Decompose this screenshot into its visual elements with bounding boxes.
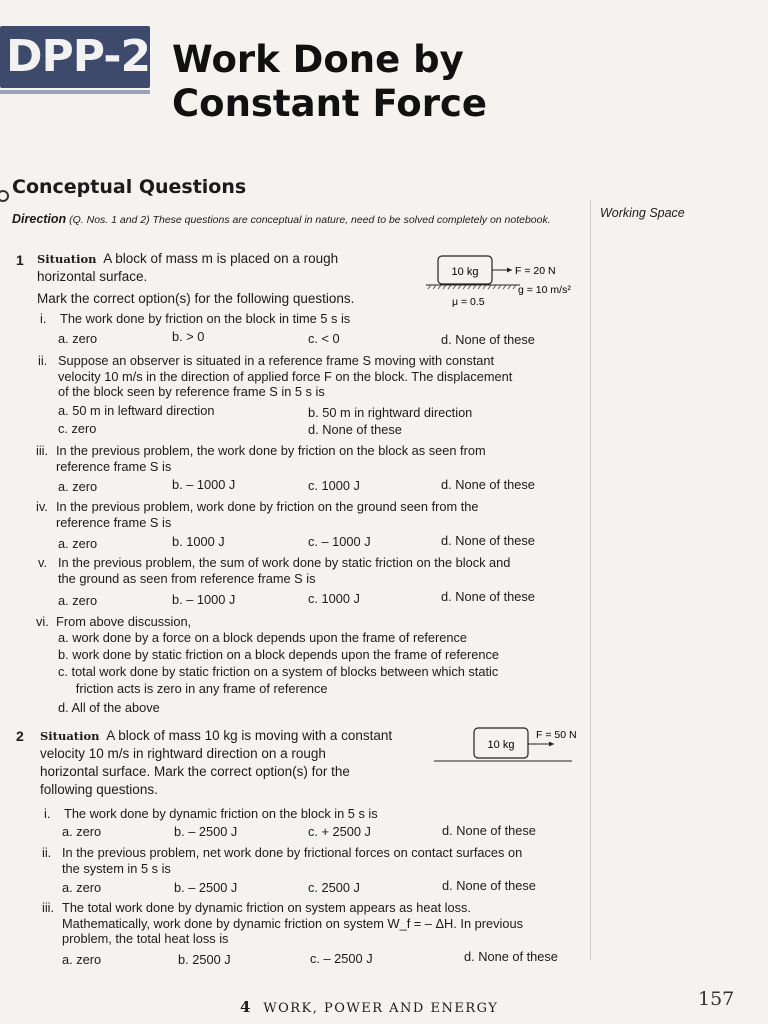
section-bullet-icon [0, 190, 9, 202]
q1-sub-ii-line-1: Suppose an observer is situated in a reference frame S moving with constant [58, 353, 495, 368]
q1-iii-option-d: d. None of these [441, 477, 535, 492]
q1-sub-iv-line-2: reference frame S is [56, 514, 172, 530]
question-2-line-4: following questions. [40, 782, 158, 797]
direction-note [12, 212, 582, 227]
q2-iii-option-c: c. – 2500 J [310, 951, 373, 966]
figure-1-hatching [428, 285, 516, 289]
q1-iv-option-b: b. 1000 J [172, 534, 225, 549]
q1-sub-iv-line-1: In the previous problem, work done by friction on the ground seen from the [56, 499, 479, 514]
q1-i-option-b: b. > 0 [172, 329, 205, 344]
figure-1-arrowhead-icon [507, 268, 512, 273]
q1-iii-option-a: a. zero [58, 479, 98, 494]
question-2-figure [430, 724, 590, 768]
q2-sub-i-text: The work done by dynamic friction on the block in 5 s is [64, 806, 378, 821]
q1-sub-ii-line-3: of the block seen by reference frame S in 5 s is [58, 384, 325, 399]
q2-iii-option-b: b. 2500 J [178, 952, 231, 967]
figure-1-mu-label: μ = 0.5 [452, 296, 485, 308]
q2-sub-ii-line-1: In the previous problem, net work done by frictional forces on contact surfaces on [62, 845, 523, 860]
q1-ii-option-c: c. zero [58, 421, 97, 436]
q1-sub-vi [36, 614, 191, 630]
q1-i-option-a: a. zero [58, 331, 98, 346]
q1-ii-option-d: d. None of these [308, 422, 402, 437]
q2-sub-ii [42, 845, 522, 876]
q1-vi-option-a: a. work done by a force on a block depends upon the frame of reference [58, 630, 468, 645]
question-1-figure [420, 252, 590, 312]
q1-v-option-c: c. 1000 J [308, 591, 360, 606]
dpp-badge [0, 26, 150, 88]
page-title-line-2: Constant Force [172, 82, 487, 125]
question-2-number: 2 [16, 728, 24, 744]
page-title-line-1: Work Done by [172, 38, 464, 81]
q1-vi-option-d: d. All of the above [58, 700, 160, 715]
section-heading: Conceptual Questions [12, 176, 247, 198]
q1-vi-option-c-continued: friction acts is zero in any frame of reference [58, 681, 328, 696]
q1-vi-option-c: c. total work done by static friction on a system of blocks between which static [58, 664, 499, 679]
q2-ii-option-a: a. zero [62, 880, 102, 895]
q1-iii-option-b: b. – 1000 J [172, 477, 236, 492]
q2-sub-iii-numeral: iii. [42, 900, 55, 915]
figure-1-g-label: g = 10 m/s² [518, 284, 571, 296]
q1-sub-iii-numeral: iii. [36, 443, 49, 458]
q1-iv-option-a: a. zero [58, 536, 98, 551]
direction-label: Direction [12, 212, 67, 226]
question-2-line-2: velocity 10 m/s in rightward direction on a rough [40, 746, 326, 761]
dpp-badge-label: DPP-2 [6, 31, 151, 82]
q1-sub-i-text: The work done by friction on the block in time 5 s is [60, 311, 351, 326]
q2-sub-iii-line-1: The total work done by dynamic friction on system appears as heat loss. [62, 900, 471, 915]
question-2-line-3: horizontal surface. Mark the correct option(s) for the [40, 764, 350, 779]
question-1-line-2: horizontal surface. [37, 269, 148, 284]
question-1-line-1: A block of mass m is placed on a rough [103, 251, 339, 266]
q1-sub-ii-numeral: ii. [38, 353, 48, 368]
question-2-situation-label: Situation [40, 729, 100, 743]
q1-v-option-b: b. – 1000 J [172, 592, 236, 607]
question-1-line-3: Mark the correct option(s) for the following questions. [37, 291, 355, 306]
chapter-footer [240, 998, 498, 1016]
q2-sub-iii [42, 900, 523, 947]
direction-text: (Q. Nos. 1 and 2) These questions are conceptual in nature, need to be solved completely on notebook. [69, 214, 551, 226]
q1-v-option-d: d. None of these [441, 589, 535, 604]
q1-i-option-d: d. None of these [441, 332, 535, 347]
chapter-title: WORK, POWER AND ENERGY [263, 1001, 499, 1016]
margin-divider [590, 200, 591, 960]
q2-sub-ii-line-2: the system in 5 s is [62, 860, 171, 876]
q1-iv-option-d: d. None of these [441, 533, 535, 548]
q1-v-option-a: a. zero [58, 593, 98, 608]
q2-i-option-c: c. + 2500 J [308, 824, 371, 839]
question-2-line-1: A block of mass 10 kg is moving with a constant [106, 728, 393, 743]
q2-ii-option-b: b. – 2500 J [174, 880, 238, 895]
q1-sub-v-line-2: the ground as seen from reference frame S is [58, 570, 316, 586]
figure-2-block-label: 10 kg [487, 739, 515, 751]
q1-sub-iii-line-1: In the previous problem, the work done by friction on the block as seen from [56, 443, 486, 458]
header-rule [0, 90, 150, 94]
q2-i-option-b: b. – 2500 J [174, 824, 238, 839]
q1-iii-option-c: c. 1000 J [308, 478, 360, 493]
q2-i-option-a: a. zero [62, 824, 102, 839]
q1-i-option-c: c. < 0 [308, 331, 340, 346]
q2-sub-i [44, 806, 378, 822]
q2-iii-option-d: d. None of these [464, 949, 558, 964]
question-1-stem [37, 250, 397, 308]
q1-ii-option-b: b. 50 m in rightward direction [308, 405, 473, 420]
figure-1-force-label: F = 20 N [515, 265, 556, 277]
question-2-stem [40, 727, 420, 799]
q1-iv-option-c: c. – 1000 J [308, 534, 371, 549]
q1-sub-vi-numeral: vi. [36, 614, 49, 629]
q2-ii-option-c: c. 2500 J [308, 880, 360, 895]
q2-sub-i-numeral: i. [44, 806, 51, 821]
q1-sub-v-numeral: v. [38, 555, 48, 570]
figure-2-arrowhead-icon [549, 742, 554, 747]
q1-sub-v [38, 555, 510, 586]
q1-sub-iii-line-2: reference frame S is [56, 458, 172, 474]
q2-iii-option-a: a. zero [62, 952, 102, 967]
question-1-situation-label: Situation [37, 252, 97, 266]
q1-ii-option-a: a. 50 m in leftward direction [58, 403, 215, 418]
working-space-label: Working Space [600, 206, 685, 220]
q2-sub-iii-line-3: problem, the total heat loss is [62, 931, 229, 946]
q2-i-option-d: d. None of these [442, 823, 536, 838]
q1-sub-v-line-1: In the previous problem, the sum of work done by static friction on the block and [58, 555, 511, 570]
question-1-number: 1 [16, 252, 24, 268]
q1-vi-option-b: b. work done by static friction on a block depends upon the frame of reference [58, 647, 500, 662]
chapter-number: 4 [240, 998, 252, 1016]
q1-sub-iv [36, 499, 479, 530]
figure-2-force-label: F = 50 N [536, 729, 577, 741]
q2-sub-ii-numeral: ii. [42, 845, 52, 860]
q1-sub-i-numeral: i. [40, 311, 47, 326]
page-number: 157 [698, 988, 735, 1010]
q1-sub-ii-line-2: velocity 10 m/s in the direction of applied force F on the block. The displacement [58, 368, 513, 384]
q1-sub-vi-text: From above discussion, [56, 614, 192, 629]
q1-sub-ii [38, 353, 512, 400]
q1-sub-iii [36, 443, 486, 474]
q1-sub-i [40, 311, 350, 327]
q2-ii-option-d: d. None of these [442, 878, 536, 893]
q1-sub-iv-numeral: iv. [36, 499, 48, 514]
figure-1-block-label: 10 kg [451, 266, 479, 278]
q2-sub-iii-line-2: Mathematically, work done by dynamic friction on system W_f = – ΔH. In previous [62, 915, 524, 931]
